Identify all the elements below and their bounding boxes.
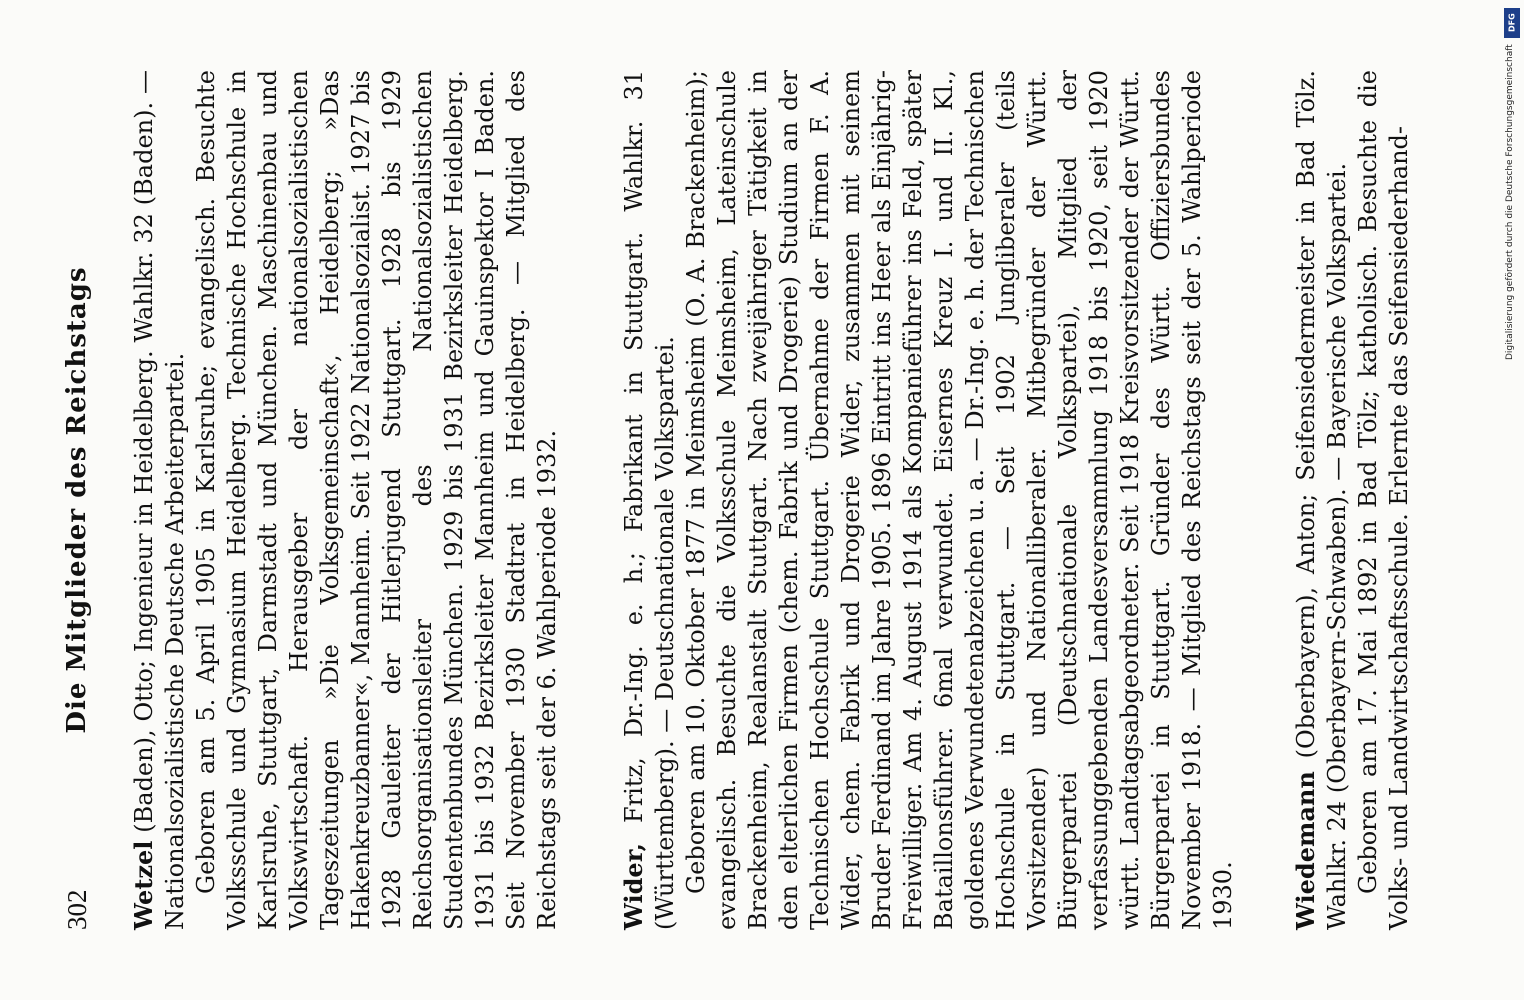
entry-intro bbox=[1290, 70, 1353, 930]
entry-surname: Wider, bbox=[619, 843, 648, 930]
dfg-logo: DFG bbox=[1504, 8, 1520, 38]
entry-surname: Wetzel bbox=[129, 840, 158, 930]
biography-entry bbox=[1290, 70, 1415, 930]
digitization-credit: Digitalisierung gefördert durch die Deutsche Forschungsgemeinschaft bbox=[1505, 44, 1515, 360]
biography-entry bbox=[618, 70, 1239, 930]
running-head bbox=[62, 70, 102, 930]
entry-body: Geboren am 17. Mai 1892 in Bad Tölz; katholisch. Besuchte die Volks- und Landwirtschaftsschule. Erlernte das Seifensiederhand- bbox=[1354, 70, 1413, 930]
entry-surname: Wiedemann bbox=[1291, 771, 1320, 930]
entry-intro-text: Fritz, Dr.-Ing. e. h.; Fabrikant in Stuttgart. Wahlkr. 31 (Württemberg). — Deutschnationale Volkspartei. bbox=[620, 70, 679, 930]
biography-entry bbox=[128, 70, 563, 930]
entry-body: Geboren am 5. April 1905 in Karlsruhe; evangelisch. Besuchte Volksschule und Gymnasium Heidelberg. Technische Hochschule in Karlsruhe, Stuttgart, Darmstadt und München. Maschinenbau und Volkswirtschaft. Herausgeber der nationalsozialistischen Tageszeitungen »Die Volksgemeinschaft«, Heidelberg; »Das Hakenkreuzbanner«, Mannheim. Seit 1922 Nationalsozialist. 1927 bis 1928 Gauleiter der Hitlerjugend Stuttgart. 1928 bis 1929 Reichsorganisationsleiter des Nationalsozialistischen Studentenbundes München. 1929 bis 1931 Bezirksleiter Heidelberg. 1931 bis 1932 Bezirksleiter Mannheim und Gauinspektor I Baden. Seit November 1930 Stadtrat in Heidelberg. — Mitglied des Reichstags seit der 6. Wahlperiode 1932. bbox=[192, 70, 561, 930]
page-title: Die Mitglieder des Reichstags bbox=[62, 266, 92, 734]
entry-intro bbox=[128, 70, 191, 930]
entry-intro-text: (Oberbayern), Anton; Seifensiedermeister in Bad Tölz. Wahlkr. 24 (Oberbayern-Schwaben). — Bayerische Volkspartei. bbox=[1292, 70, 1351, 930]
entry-body: Geboren am 10. Oktober 1877 in Meimsheim (O. A. Brackenheim); evangelisch. Besuchte die Volksschule Meimsheim, Lateinschule Brackenheim, Realanstalt Stuttgart. Nach zweijähriger Tätigkeit in den elterlichen Firmen (chem. Fabrik und Drogerie) Studium an der Technischen Hochschule Stuttgart. Übernahme der Firmen F. A. Wider, chem. Fabrik und Drogerie Wider, zusammen mit seinem Bruder Ferdinand im Jahre 1905. 1896 Eintritt ins Heer als Einjährig-Freiwilliger. Am 4. August 1914 als Kompanieführer ins Feld, später Bataillonsführer. 6mal verwundet. Eisernes Kreuz I. und II. Kl., goldenes Verwundetenabzeichen u. a. — Dr.-Ing. e. h. der Technischen Hochschule in Stuttgart. — Seit 1902 Jungliberaler (teils Vorsitzender) und Nationalliberaler. Mitbegründer der Württ. Bürgerpartei (Deutschnationale Volkspartei), Mitglied der verfassunggebenden Landesversammlung 1918 bis 1920, seit 1920 württ. Landtagsabgeordneter. Seit 1918 Kreisvorsitzender der Württ. Bürgerpartei in Stuttgart. Gründer des Württ. Offiziersbundes November 1918. — Mitglied des Reichstags seit der 5. Wahlperiode 1930. bbox=[682, 70, 1237, 930]
entry-intro-text: (Baden), Otto; Ingenieur in Heidelberg. Wahlkr. 32 (Baden). — Nationalsozialistische Deutsche Arbeiterpartei. bbox=[130, 70, 189, 930]
page-number: 302 bbox=[62, 889, 92, 930]
digitization-note bbox=[1503, 8, 1521, 998]
entry-intro bbox=[618, 70, 681, 930]
